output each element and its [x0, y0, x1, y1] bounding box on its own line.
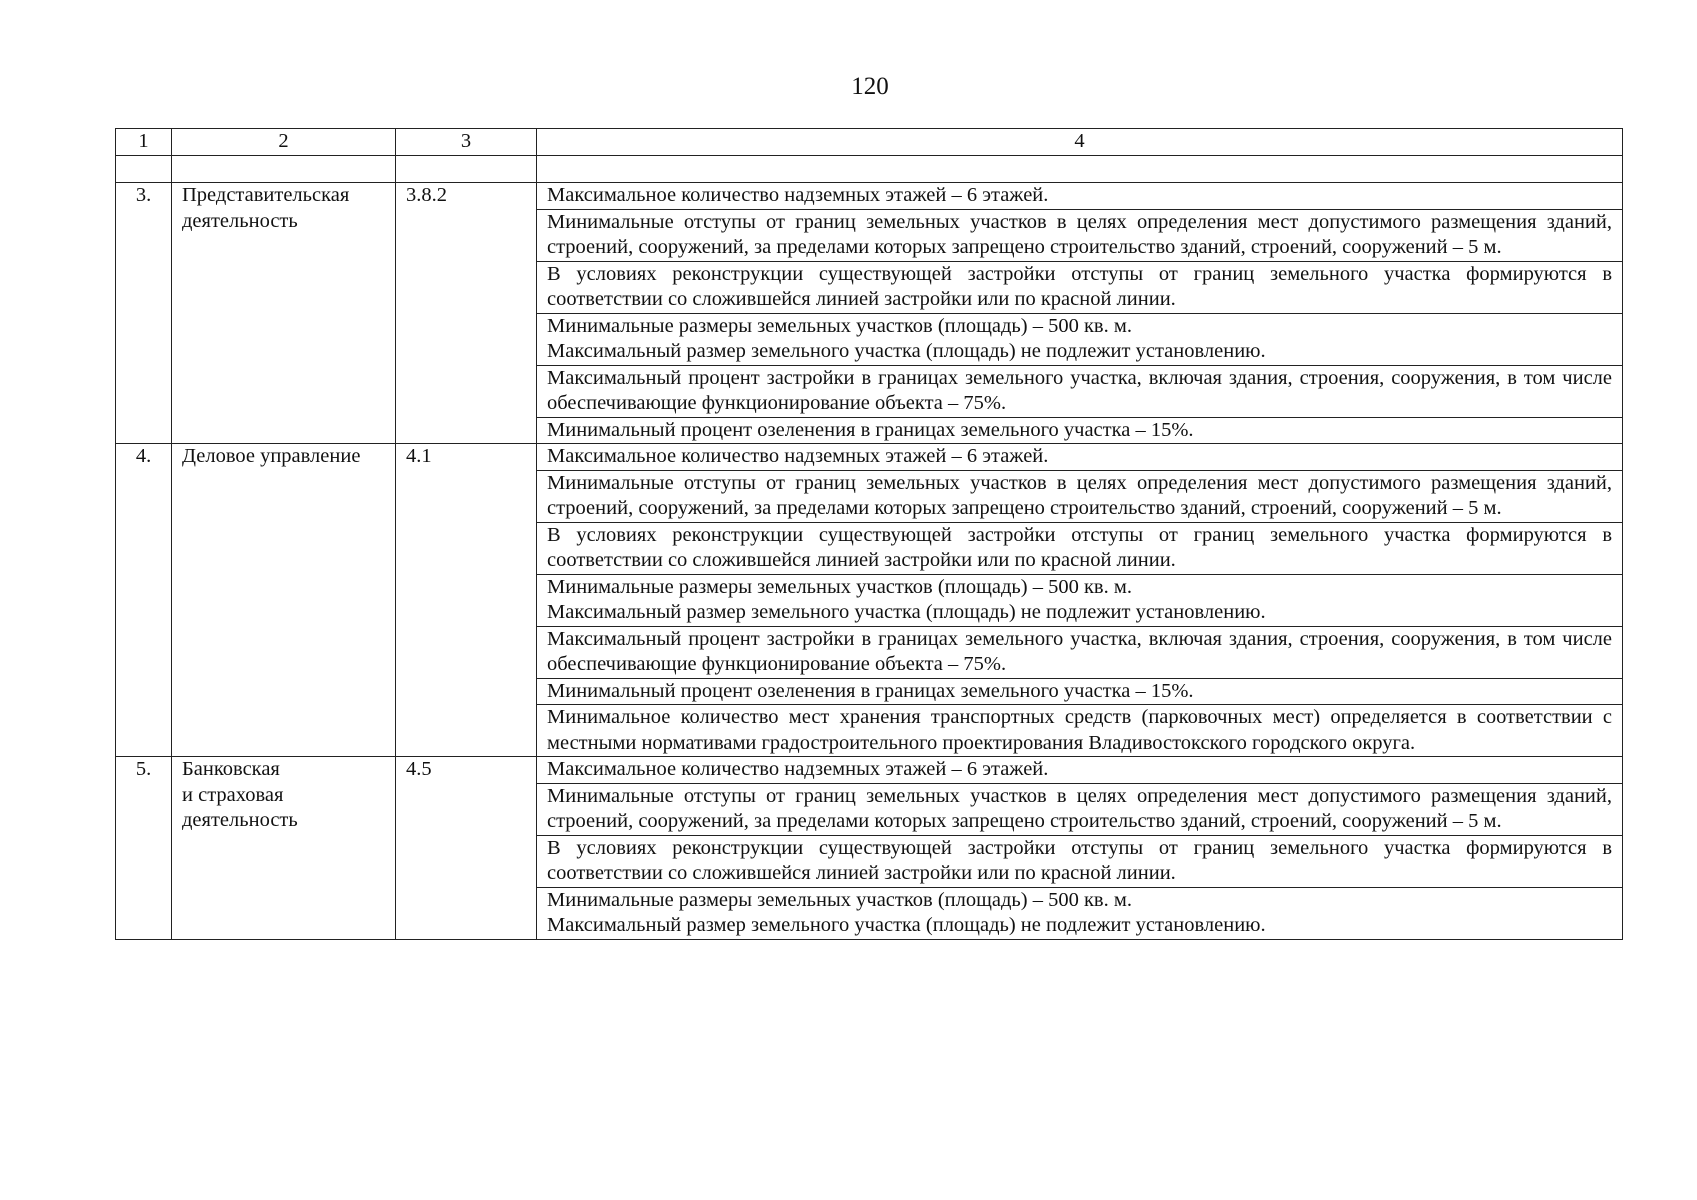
column-header-2: 2 — [172, 129, 396, 156]
parameter-text: Минимальные размеры земельных участков (площадь) – 500 кв. м. — [547, 888, 1132, 911]
table-body — [116, 129, 1623, 940]
parameter-cell — [537, 626, 1623, 678]
parameter-cell — [537, 209, 1623, 261]
parameter-cell — [537, 705, 1623, 757]
parameter-cell — [537, 365, 1623, 417]
parameter-cell — [537, 574, 1623, 626]
land-use-name-line: деятельность — [182, 809, 298, 831]
parameter-text: Максимальный процент застройки в границах земельного участка, включая здания, строения, сооружения, в том числе обеспечивающие функционирование объекта – 75%. — [547, 366, 1612, 414]
empty-cell — [172, 156, 396, 183]
parameter-text: Максимальный процент застройки в границах земельного участка, включая здания, строения, сооружения, в том числе обеспечивающие функционирование объекта – 75%. — [547, 627, 1612, 675]
land-use-name — [172, 757, 396, 940]
parameter-text: Максимальное количество надземных этажей – 6 этажей. — [547, 758, 1049, 780]
classifier-code: 4.1 — [396, 444, 537, 757]
parameter-text: В условиях реконструкции существующей застройки отступы от границ земельного участка формируются в соответствии со сложившейся линией застройки или по красной линии. — [547, 523, 1612, 571]
parameter-text: В условиях реконструкции существующей застройки отступы от границ земельного участка формируются в соответствии со сложившейся линией застройки или по красной линии. — [547, 836, 1612, 884]
entry-number: 3. — [116, 183, 172, 444]
parameter-text: Минимальные отступы от границ земельных участков в целях определения мест допустимого размещения зданий, строений, сооружений, за пределами которых запрещено строительство зданий, строений, сооружений – 5 м. — [547, 784, 1612, 832]
entry-number: 4. — [116, 444, 172, 757]
empty-cell — [116, 156, 172, 183]
parameter-cell — [537, 522, 1623, 574]
column-header-4: 4 — [537, 129, 1623, 156]
land-use-name-line: Банковская — [182, 758, 280, 780]
table-row — [116, 757, 1623, 784]
page-number: 120 — [851, 73, 889, 100]
table-row — [116, 183, 1623, 210]
parameter-text: Минимальные размеры земельных участков (площадь) – 500 кв. м. — [547, 314, 1132, 337]
classifier-code: 3.8.2 — [396, 183, 537, 444]
entry-number: 5. — [116, 757, 172, 940]
parameter-text: Минимальные отступы от границ земельных участков в целях определения мест допустимого размещения зданий, строений, сооружений, за пределами которых запрещено строительство зданий, строений, сооружений – 5 м. — [547, 210, 1612, 258]
parameter-text: Минимальный процент озеленения в границах земельного участка – 15%. — [547, 418, 1194, 441]
regulations-table — [115, 128, 1623, 940]
column-number-row — [116, 129, 1623, 156]
land-use-name-line: Представительская — [182, 184, 350, 206]
land-use-name — [172, 444, 396, 757]
parameter-text: В условиях реконструкции существующей застройки отступы от границ земельного участка формируются в соответствии со сложившейся линией застройки или по красной линии. — [547, 262, 1612, 310]
parameter-text: Максимальный размер земельного участка (площадь) не подлежит установлению. — [547, 601, 1266, 623]
parameter-text: Максимальное количество надземных этажей – 6 этажей. — [547, 445, 1049, 467]
parameter-text: Минимальное количество мест хранения транспортных средств (парковочных мест) определяется в соответствии с местными нормативами градостроительного проектирования Владивостокского городского округа. — [547, 706, 1612, 754]
parameter-text: Минимальные отступы от границ земельных участков в целях определения мест допустимого размещения зданий, строений, сооружений, за пределами которых запрещено строительство зданий, строений, сооружений – 5 м. — [547, 471, 1612, 519]
empty-cell — [396, 156, 537, 183]
parameter-cell — [537, 470, 1623, 522]
land-use-name — [172, 183, 396, 444]
parameter-cell — [537, 757, 1623, 784]
parameter-cell — [537, 783, 1623, 835]
table-row — [116, 444, 1623, 471]
land-use-name-line: и страховая — [182, 783, 284, 806]
parameter-cell — [537, 887, 1623, 939]
parameter-cell — [537, 835, 1623, 887]
parameter-text: Максимальный размер земельного участка (площадь) не подлежит установлению. — [547, 914, 1266, 936]
parameter-text: Минимальный процент озеленения в границах земельного участка – 15%. — [547, 679, 1194, 702]
land-use-name-line: деятельность — [182, 209, 298, 232]
parameter-cell — [537, 261, 1623, 313]
empty-row — [116, 156, 1623, 183]
parameter-text: Минимальные размеры земельных участков (площадь) – 500 кв. м. — [547, 575, 1132, 598]
parameter-text: Максимальное количество надземных этажей – 6 этажей. — [547, 184, 1049, 206]
column-header-3: 3 — [396, 129, 537, 156]
parameter-cell — [537, 444, 1623, 471]
parameter-cell — [537, 183, 1623, 210]
parameter-cell — [537, 313, 1623, 365]
parameter-cell — [537, 678, 1623, 705]
parameter-cell — [537, 417, 1623, 444]
parameter-text: Максимальный размер земельного участка (площадь) не подлежит установлению. — [547, 340, 1266, 362]
land-use-name-line: Деловое управление — [182, 445, 361, 467]
column-header-1: 1 — [116, 129, 172, 156]
classifier-code: 4.5 — [396, 757, 537, 940]
empty-cell — [537, 156, 1623, 183]
